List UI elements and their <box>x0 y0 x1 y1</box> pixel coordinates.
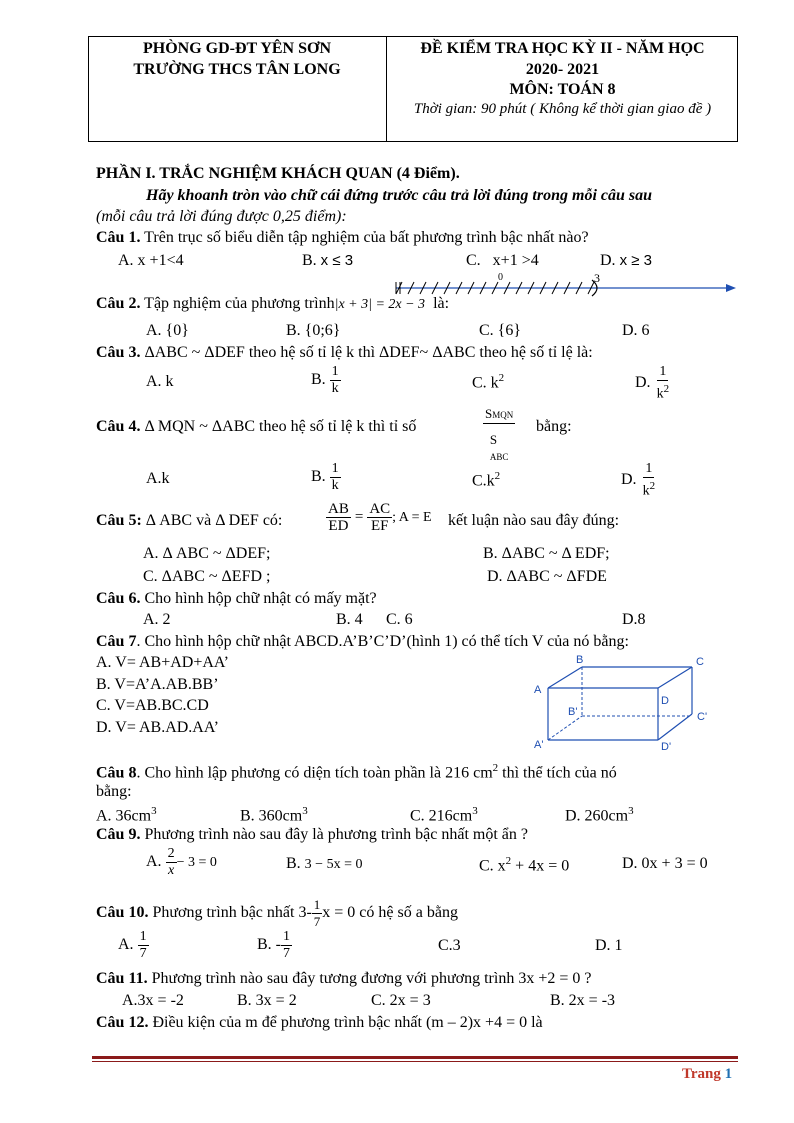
q10-option-a: A. $\frac{1}{7}$ <box>118 929 147 961</box>
school-name: TRƯỜNG THCS TÂN LONG <box>133 61 341 78</box>
q2-option-b: B. {0;6} <box>286 322 341 339</box>
q9-option-a: A. $\frac{2}{x}$ − 3 = 0 <box>146 846 217 878</box>
q10-option-b: B. - $\frac{1}{7}$ <box>257 929 290 961</box>
school-dept: PHÒNG GD-ĐT YÊN SƠN <box>142 40 331 57</box>
question-4: Câu 4. Δ MQN ~ ΔABC theo hệ số tỉ lệ k thì tỉ số <box>96 418 417 435</box>
q5-option-b: B. ΔABC ~ Δ EDF; <box>483 545 610 562</box>
question-1: Câu 1. Trên trục số biểu diễn tập nghiệm của bất phương trình bậc nhất nào? <box>96 229 589 246</box>
question-12: Câu 12. Điều kiện của m để phương trình bậc nhất (m – 2)x +4 = 0 là <box>96 1014 543 1031</box>
q3-option-b: B. $\frac{1}{k}$ <box>311 364 339 396</box>
q11-option-b: B. 3x = 2 <box>237 992 297 1009</box>
question-10: Câu 10. Phương trình bậc nhất 3- $\frac{1}{7}$ x = 0 có hệ số a bằng <box>96 897 458 929</box>
vertex-B1: B' <box>568 706 578 718</box>
question-3: Câu 3. ΔABC ~ ΔDEF theo hệ số tỉ lệ k thì ΔDEF~ ΔABC theo hệ số tỉ lệ là: <box>96 344 593 361</box>
q3-option-c: C. $k^2$ <box>472 372 505 392</box>
q5-option-d: D. ΔABC ~ ΔFDE <box>487 568 607 585</box>
vertex-C1: C' <box>697 711 708 723</box>
question-2: Câu 2. Tập nghiệm của phương trình|x + 3| = 2x − 3 là: <box>96 295 450 312</box>
question-5: Câu 5: Δ ABC và Δ DEF có: <box>96 512 283 529</box>
q11-option-d: B. 2x = -3 <box>550 992 616 1009</box>
q6-option-c: C. 6 <box>386 611 413 628</box>
vertex-A: A <box>534 684 542 696</box>
q5-option-c: C. ΔABC ~ ΔEFD ; <box>143 568 271 585</box>
vertex-D1: D' <box>661 741 672 753</box>
q7-option-b: B. V=A’A.AB.BB’ <box>96 676 219 693</box>
page-number: Trang 1 <box>682 1066 733 1082</box>
q1-option-a: A. x +1<4 <box>118 252 184 269</box>
q3-option-a: A. k <box>146 373 174 390</box>
q2-option-c: C. {6} <box>479 322 522 339</box>
q11-option-c: C. 2x = 3 <box>371 992 431 1009</box>
q6-option-b: B. 4 <box>336 611 363 628</box>
q1-option-d: D. x ≥ 3 <box>600 252 652 269</box>
q1-option-b: B. x ≤ 3 <box>302 252 354 269</box>
q7-option-a: A. V= AB+AD+AA’ <box>96 654 230 671</box>
question-7: Câu 7. Cho hình hộp chữ nhật ABCD.A’B’C’D’(hình 1) có thể tích V của nó bằng: <box>96 633 629 650</box>
q6-option-d: D.8 <box>622 611 646 628</box>
q8-option-c: C. $216cm^3$ <box>410 805 478 825</box>
subject: MÔN: TOÁN 8 <box>509 81 616 98</box>
q10-option-c: C.3 <box>438 937 461 954</box>
vertex-C: C <box>696 656 704 668</box>
q1-option-c: C. x+1 >4 <box>466 252 539 269</box>
part1-instruction: Hãy khoanh tròn vào chữ cái đứng trước câu trả lời đúng trong mỗi câu sau <box>146 187 653 204</box>
school-year: 2020- 2021 <box>525 61 600 78</box>
q5-tail: kết luận nào sau đây đúng: <box>448 512 620 529</box>
q7-option-c: C. V=AB.BC.CD <box>96 697 209 714</box>
q9-option-c: C. $x^2 + 4x = 0$ <box>479 855 570 875</box>
q11-option-a: A.3x = -2 <box>122 992 184 1009</box>
q10-option-d: D. 1 <box>595 937 623 954</box>
exam-time: Thời gian: 90 phút ( Không kể thời gian giao đề ) <box>413 101 712 117</box>
q7-option-d: D. V= AB.AD.AA’ <box>96 719 219 736</box>
q3-option-d: D. $\frac{1}{k^2}$ <box>635 364 670 402</box>
part1-instruction-2: (mỗi câu trả lời đúng được 0,25 điểm): <box>96 208 347 225</box>
q4-option-a: A.k <box>146 470 170 487</box>
q8-option-b: B. $360cm^3$ <box>240 805 308 825</box>
footer-rule <box>92 1056 738 1059</box>
axis-zero-label: 0 <box>498 272 503 283</box>
question-8: Câu 8. Cho hình lập phương có diện tích toàn phần là 216 $cm^2$ thì thể tích của nó <box>96 762 617 782</box>
footer-rule-thin <box>92 1061 738 1062</box>
q4-option-d: D. $\frac{1}{k^2}$ <box>621 461 656 499</box>
axis-three-label: 3 <box>594 271 600 285</box>
q2-option-d: D. 6 <box>622 322 650 339</box>
vertex-D: D <box>661 695 669 707</box>
q9-option-d: D. 0x + 3 = 0 <box>622 855 708 872</box>
question-9: Câu 9. Phương trình nào sau đây là phương trình bậc nhất một ẩn ? <box>96 826 528 843</box>
q9-option-b: B. 3 − 5x = 0 <box>286 855 363 872</box>
question-6: Câu 6. Cho hình hộp chữ nhật có mấy mặt? <box>96 590 377 607</box>
q4-tail: bằng: <box>536 418 572 435</box>
exam-title: ĐỀ KIỂM TRA HỌC KỲ II - NĂM HỌC <box>420 40 705 57</box>
q4-option-c: $C.k^2$ <box>472 470 501 490</box>
q5-option-a: A. Δ ABC ~ ΔDEF; <box>143 545 271 562</box>
question-11: Câu 11. Phương trình nào sau đây tương đương với phương trình 3x +2 = 0 ? <box>96 970 592 987</box>
question-8-cont: bằng: <box>96 783 132 800</box>
q5-ratios: $\frac{AB}{ED}$ = $\frac{AC}{EF}$ ; A = E <box>328 501 432 534</box>
q2-option-a: A. {0} <box>146 322 189 339</box>
q4-ratio: SMQN S ABC <box>485 406 514 462</box>
box-figure <box>530 652 715 754</box>
q8-option-a: A. $36cm^3$ <box>96 805 157 825</box>
q6-option-a: A. 2 <box>143 611 171 628</box>
q8-option-d: D. $260cm^3$ <box>565 805 634 825</box>
part1-title: PHẦN I. TRẮC NGHIỆM KHÁCH QUAN (4 Điểm). <box>96 165 460 182</box>
vertex-B: B <box>576 654 584 666</box>
vertex-A1: A' <box>534 739 544 751</box>
q4-option-b: B. $\frac{1}{k}$ <box>311 461 339 493</box>
